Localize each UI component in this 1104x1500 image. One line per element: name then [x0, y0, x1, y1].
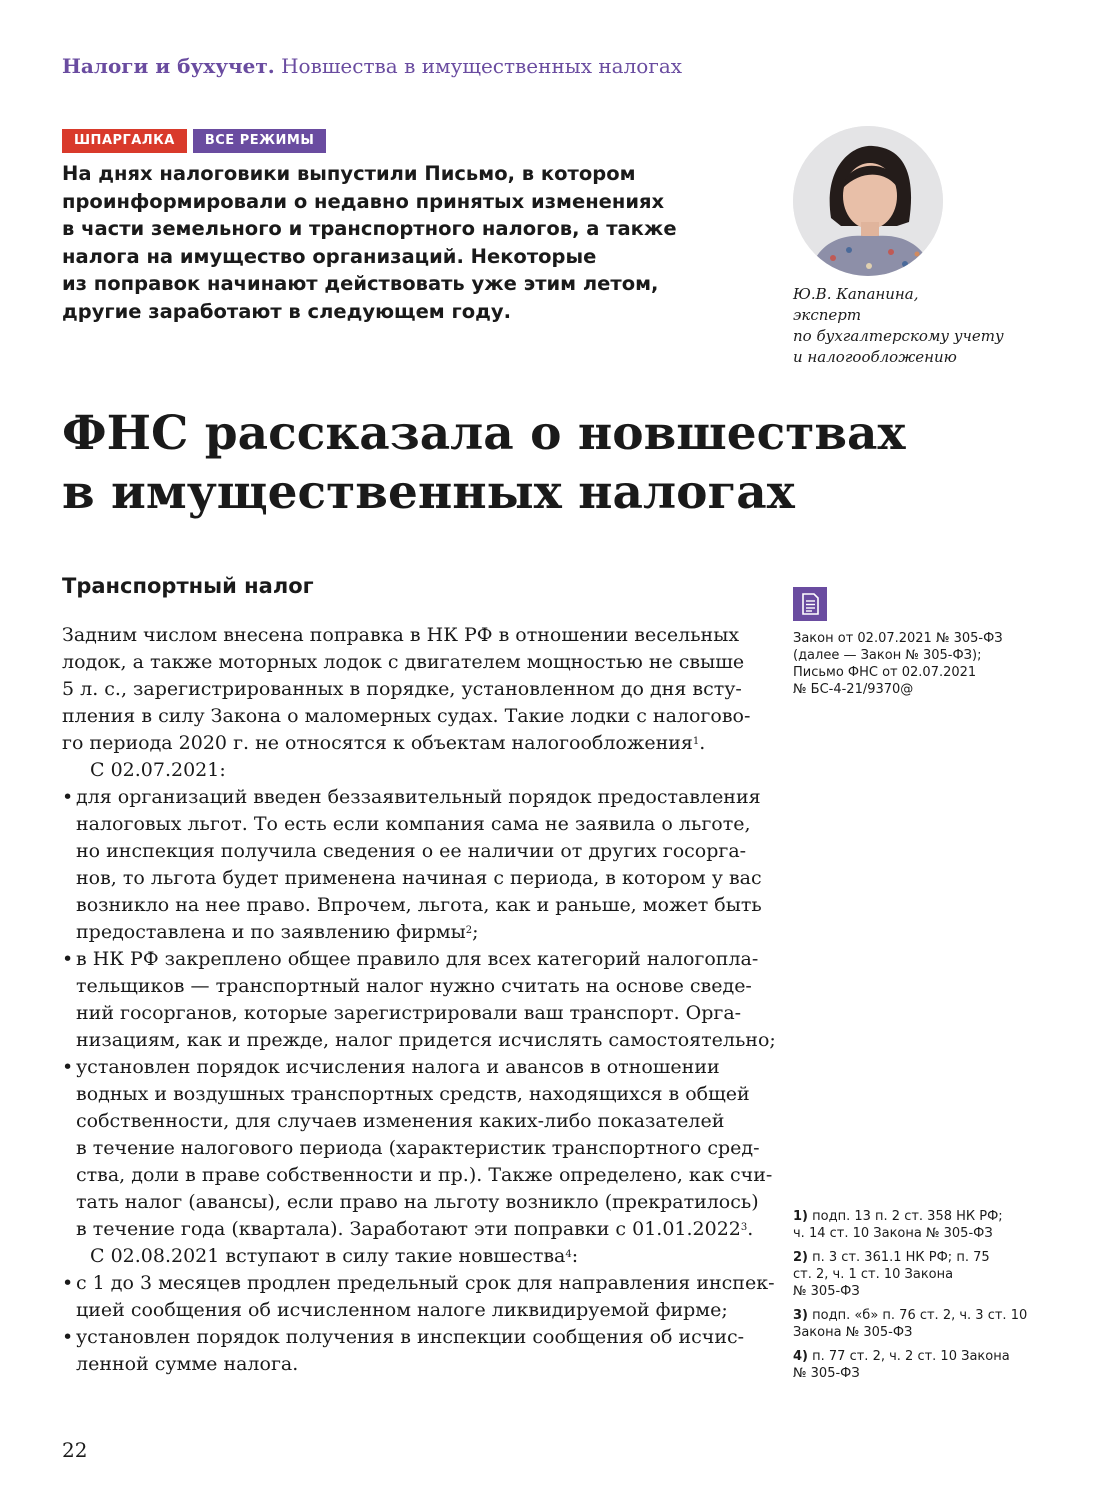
body-line: в течение налогового периода (характеристик транспортного сред- [76, 1137, 760, 1159]
title-line: ФНС рассказала о новшествах [62, 406, 906, 461]
body-line: налоговых льгот. То есть если компания сама не заявила о льготе, [76, 813, 751, 835]
body-line: возникло на нее право. Впрочем, льгота, как и раньше, может быть [76, 894, 762, 916]
body-line: 5 л. с., зарегистрированных в порядке, установленном до дня всту- [62, 678, 742, 700]
footnote-number: 4) [793, 1349, 808, 1364]
sidenote-line: Письмо ФНС от 02.07.2021 [793, 665, 977, 680]
sidenote-line: Закон от 02.07.2021 № 305-ФЗ [793, 631, 1003, 646]
footnote: 3) подп. «б» п. 76 ст. 2, ч. 3 ст. 10 Закона № 305-ФЗ [793, 1308, 1028, 1340]
running-head-section: Налоги и бухучет. [62, 54, 275, 78]
author-caption [793, 284, 1004, 368]
sidenote-line: (далее — Закон № 305-ФЗ); [793, 648, 982, 663]
body-line: го периода 2020 г. не относятся к объектам налогообложения$^1$. [62, 732, 706, 754]
body-line: ства, доли в праве собственности и пр.). Также определено, как счи- [76, 1164, 773, 1186]
section-heading: Транспортный налог [62, 574, 314, 598]
legal-source-note [793, 630, 1003, 698]
body-line: тать налог (авансы), если право на льготу возникло (прекратилось) [76, 1191, 759, 1213]
body-line: лодок, а также моторных лодок с двигателем мощностью не свыше [62, 651, 745, 673]
body-line: нов, то льгота будет применена начиная с периода, в котором у вас [76, 867, 762, 889]
body-line: предоставлена и по заявлению фирмы$^2$; [76, 921, 479, 943]
body-line: цией сообщения об исчисленном налоге ликвидируемой фирме; [76, 1299, 728, 1321]
body-line: С 02.07.2021: [90, 759, 226, 781]
sidenote-line: № БС-4-21/9370@ [793, 682, 914, 697]
document-icon [793, 587, 827, 621]
lead-line: налога на имущество организаций. Некоторые [62, 244, 597, 268]
running-head-topic: Новшества в имущественных налогах [281, 54, 683, 78]
author-name: Ю.В. Капанина, [793, 285, 919, 303]
footnote: 1) подп. 13 п. 2 ст. 358 НК РФ; ч. 14 ст. 10 Закона № 305-ФЗ [793, 1209, 1003, 1241]
lead-line: проинформировали о недавно принятых изменениях [62, 189, 665, 213]
author-role-line: эксперт [793, 306, 862, 324]
lead-paragraph [62, 160, 732, 325]
article-body [62, 622, 776, 1378]
footnote-number: 2) [793, 1250, 808, 1265]
footnote: 4) п. 77 ст. 2, ч. 2 ст. 10 Закона № 305-ФЗ [793, 1349, 1010, 1381]
author-photo [793, 126, 943, 276]
body-line: водных и воздушных транспортных средств, находящихся в общей [76, 1083, 750, 1105]
lead-line: в части земельного и транспортного налогов, а также [62, 217, 677, 240]
footnote-number: 1) [793, 1209, 808, 1224]
article-title [62, 404, 906, 522]
body-line: ний госорганов, которые зарегистрировали ваш транспорт. Орга- [76, 1002, 742, 1024]
lead-line: другие заработают в следующем году. [62, 299, 511, 323]
list-item: • установлен порядок получения в инспекции сообщения об исчис- [62, 1326, 745, 1348]
author-role-line: по бухгалтерскому учету [793, 327, 1004, 345]
lead-line: из поправок начинают действовать уже этим летом, [62, 272, 659, 295]
lead-line: На днях налоговики выпустили Письмо, в котором [62, 162, 636, 185]
tag-cheatsheet: ШПАРГАЛКА [62, 129, 187, 153]
body-line: тельщиков — транспортный налог нужно считать на основе сведе- [76, 975, 752, 997]
footnote: 2) п. 3 ст. 361.1 НК РФ; п. 75 ст. 2, ч. 1 ст. 10 Закона № 305-ФЗ [793, 1250, 990, 1299]
body-line: но инспекция получила сведения о ее наличии от других госорга- [76, 840, 747, 862]
footnote-ref: 3 [740, 1222, 748, 1233]
footnote-ref: 4 [565, 1249, 572, 1260]
author-portrait-illustration [793, 126, 943, 276]
author-role-line: и налогообложению [793, 348, 957, 366]
list-item: • установлен порядок исчисления налога и авансов в отношении [62, 1056, 720, 1078]
page-number: 22 [62, 1438, 88, 1462]
body-line: пления в силу Закона о маломерных судах. Такие лодки с налогово- [62, 705, 751, 727]
body-line: Задним числом внесена поправка в НК РФ в отношении весельных [62, 624, 740, 646]
tag-all-regimes: ВСЕ РЕЖИМЫ [193, 129, 326, 153]
list-item: • в НК РФ закреплено общее правило для всех категорий налогопла- [62, 948, 759, 970]
body-line: С 02.08.2021 вступают в силу такие новшества$^4$: [90, 1245, 579, 1267]
footnote-number: 3) [793, 1308, 808, 1323]
body-line: низациям, как и прежде, налог придется исчислять самостоятельно; [76, 1029, 776, 1051]
body-line: в течение года (квартала). Заработают эти поправки с 01.01.2022$^3$. [76, 1218, 754, 1240]
footnote-ref: 2 [465, 925, 473, 936]
footnotes [793, 1208, 1027, 1389]
running-head [62, 54, 682, 78]
title-line: в имущественных налогах [62, 465, 795, 520]
body-line: собственности, для случаев изменения каких-либо показателей [76, 1110, 725, 1132]
list-item: • для организаций введен беззаявительный порядок предоставления [62, 786, 761, 808]
tag-list [62, 129, 326, 153]
footnote-ref: 1 [692, 736, 700, 747]
list-item: • с 1 до 3 месяцев продлен предельный срок для направления инспек- [62, 1272, 775, 1294]
body-line: ленной сумме налога. [76, 1353, 299, 1375]
